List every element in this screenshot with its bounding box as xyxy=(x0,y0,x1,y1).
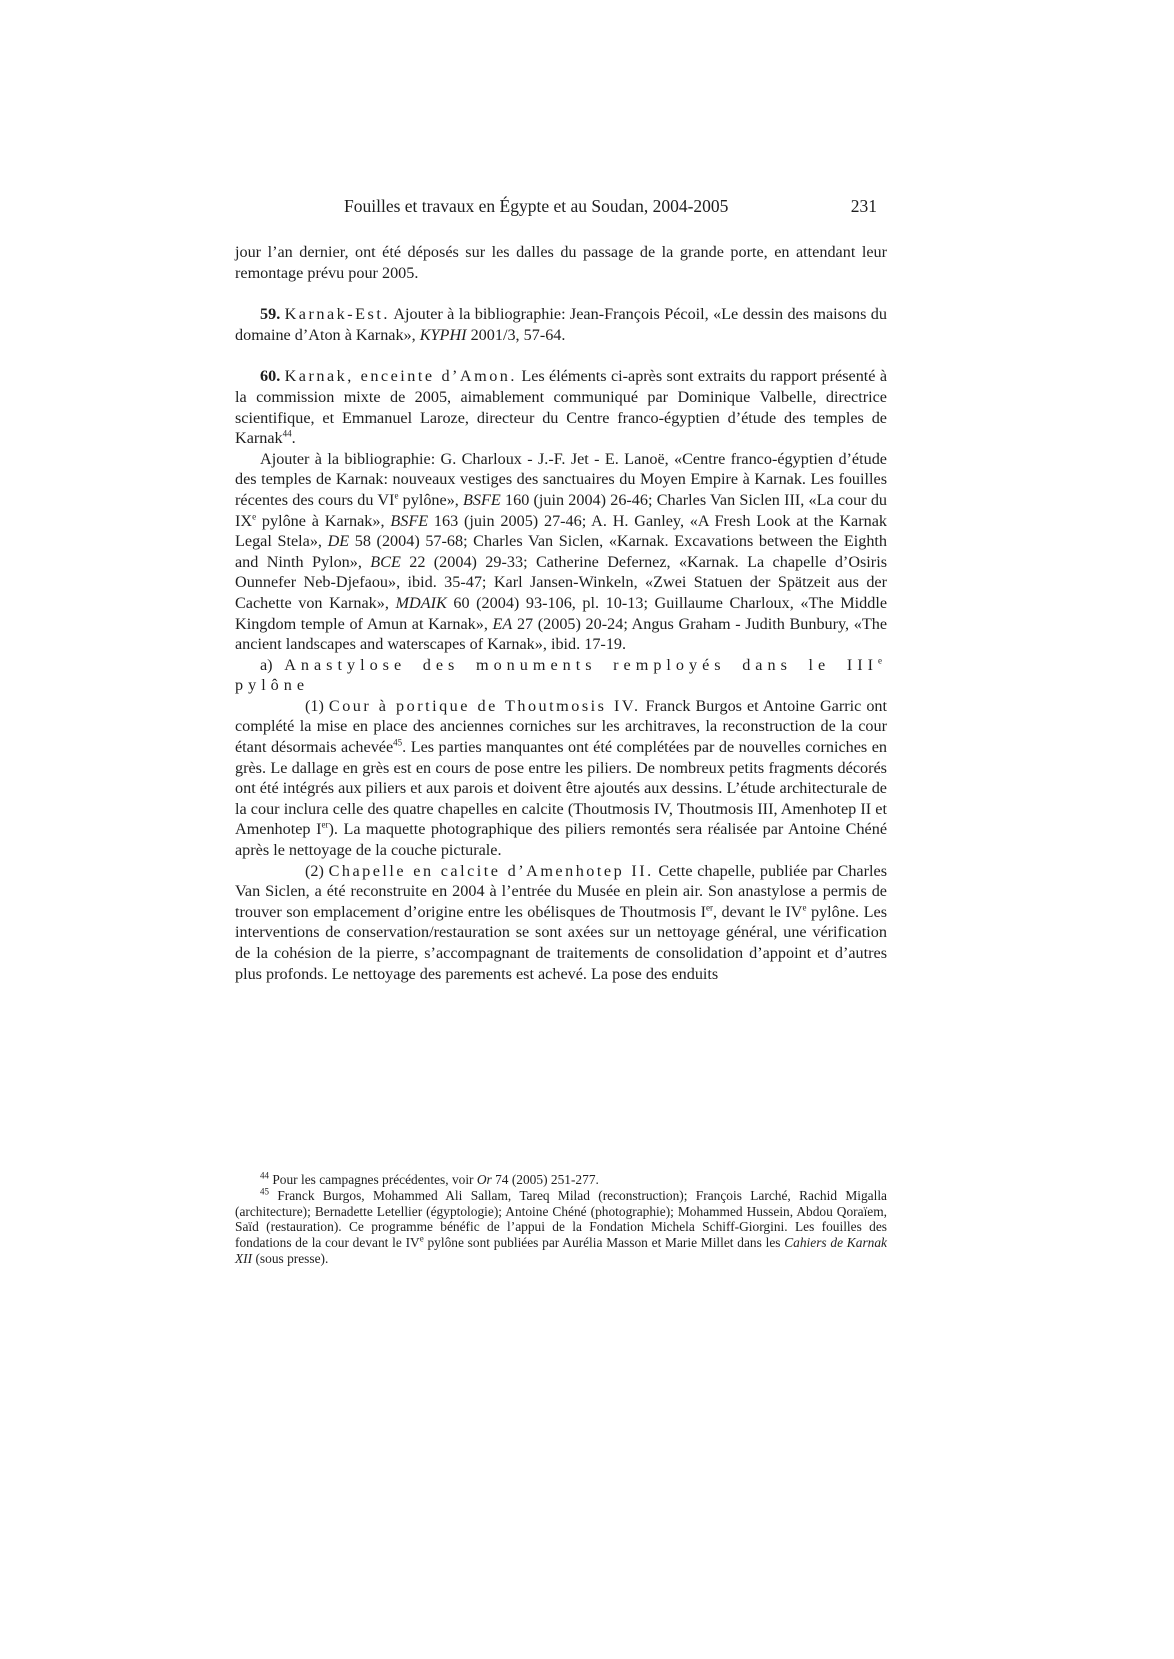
running-header xyxy=(235,196,887,222)
superscript: e xyxy=(394,490,399,501)
biblio-text: 163 (juin 2005) 27-46; A. H. Ganley, «A Fresh Look at the Karnak Legal Stela», xyxy=(235,511,887,551)
superscript: e xyxy=(802,902,807,913)
item-text: Cette chapelle, publiée par Charles Van Siclen, a été reconstruite en 2004 à l’entrée du Musée en plein air. Son anastylose a permis de trouver son emplacement d’origine entre les obélisques de Thoutmosis I xyxy=(235,861,887,921)
biblio-text: pylône à Karnak», xyxy=(256,511,391,530)
page-number: 231 xyxy=(850,196,877,216)
biblio-text: 60 (2004) 93-106, pl. 10-13; Guillaume Charloux, «The Middle Kingdom temple of Amun at Karnak», xyxy=(235,593,888,633)
journal-title: DE xyxy=(327,532,350,551)
page-content xyxy=(235,196,887,984)
footnotes xyxy=(235,1172,887,1267)
subsection-heading xyxy=(235,656,887,695)
item-heading: Chapelle en calcite d’Amenhotep II. xyxy=(328,861,654,880)
section-number: 60. xyxy=(260,367,281,386)
footnote-ref: 44 xyxy=(282,428,292,439)
item-label: (2) xyxy=(305,861,329,880)
superscript: e xyxy=(419,1233,424,1244)
item-text: ). La maquette photographique des piliers remontés sera réalisée par Antoine Chéné après le nettoyage de la couche picturale. xyxy=(235,820,888,860)
biblio-text: 58 (2004) 57-68; Charles Van Siclen, «Karnak. Excavations between the Eighth and Ninth Pylon», xyxy=(235,532,888,571)
footnote-number: 45 xyxy=(260,1186,269,1197)
item-text: , devant le IV xyxy=(712,902,803,921)
section-59 xyxy=(235,304,887,345)
biblio-text: 22 (2004) 29-33; Catherine Defernez, «Karnak. La chapelle d’Osiris Ounnefer Neb-Djefaou», ibid. 35-47; Karl Jansen-Winkeln, «Zwei Statuen der Spätzeit aus der Cachette von Karnak», xyxy=(235,552,887,612)
item-2 xyxy=(235,861,887,985)
body-text xyxy=(235,242,887,984)
section-text: . xyxy=(291,429,296,448)
journal-title: Cahiers de Karnak XII xyxy=(235,1235,887,1266)
superscript: er xyxy=(705,902,713,913)
journal-title: EA xyxy=(492,614,513,633)
item-text: . Les parties manquantes ont été complétées par de nouvelles corniches en grès. Le dallage en grès est en cours de pose entre les piliers. De nombreux petits fragments décorés ont été intégrés aux piliers et aux parois et doivent être ajoutés aux dessins. L’étude architecturale de la cour inclura celle des quatre chapelles en calcite (Thoutmosis IV, Thoutmosis III, Amenhotep II et Amenhotep I xyxy=(235,738,887,839)
biblio-text: 27 (2005) 20-24; Angus Graham - Judith Bunbury, «The ancient landscapes and waterscapes of Karnak», ibid. 17-19. xyxy=(235,614,887,654)
section-60 xyxy=(235,366,887,448)
paragraph-continued: jour l’an dernier, ont été déposés sur les dalles du passage de la grande porte, en attendant leur remontage prévu pour 2005. xyxy=(235,243,887,282)
section-text: Ajouter à la bibliographie: Jean-François Pécoil, «Le dessin des maisons du domaine d’Aton à Karnak», xyxy=(235,305,887,344)
item-label: (1) xyxy=(305,696,329,715)
running-title: Fouilles et travaux en Égypte et au Soudan, 2004-2005 xyxy=(344,196,729,216)
item-text: pylône. Les interventions de conservation/restauration se sont axées sur un nettoyage général, une vérification de la cohésion de la pierre, s’accompagnant de traitements de consolidation d’appoint et d’autres plus profonds. Le nettoyage des parements est achevé. La pose des enduits xyxy=(235,902,887,983)
superscript: e xyxy=(878,655,888,666)
bibliography-paragraph xyxy=(235,449,887,655)
item-1 xyxy=(235,696,887,861)
biblio-text: Ajouter à la bibliographie: G. Charloux - J.-F. Jet - E. Lanoë, «Centre franco-égyptien d’étude des temples de Karnak: nouveaux vestiges des sanctuaires du Moyen Empire à Karnak. Les fouilles récentes des cours du VI xyxy=(235,449,887,509)
footnote-number: 44 xyxy=(260,1170,269,1181)
footnote-45 xyxy=(235,1188,887,1267)
superscript: e xyxy=(252,511,257,522)
footnote-44 xyxy=(235,1172,887,1188)
item-text: Franck Burgos et Antoine Garric ont complété la mise en place des anciennes corniches sur les architraves, la reconstruction de la cour étant désormais achevée xyxy=(235,696,888,757)
superscript: er xyxy=(321,820,329,831)
journal-title: BSFE xyxy=(390,511,429,530)
biblio-text: pylône», xyxy=(398,490,464,509)
section-heading: Karnak-Est. xyxy=(284,305,390,324)
footnote-text: pylône sont publiées par Aurélia Masson et Marie Millet dans les xyxy=(423,1235,785,1251)
section-number: 59. xyxy=(260,305,281,324)
footnote-text: (sous presse). xyxy=(252,1250,329,1266)
subsection-heading-text: pylône xyxy=(235,676,310,695)
section-text: 2001/3, 57-64. xyxy=(466,325,566,344)
section-text: Les éléments ci-après sont extraits du rapport présenté à la commission mixte de 2005, aimablement communiqué par Dominique Valbelle, directrice scientifique, et Emmanuel Laroze, directeur du Centre franco-égyptien d’étude des temples de Karnak xyxy=(235,367,888,448)
journal-title: MDAIK xyxy=(395,593,447,612)
item-heading: Cour à portique de Thoutmosis IV. xyxy=(328,696,641,715)
section-heading: Karnak, enceinte d’Amon. xyxy=(284,367,517,386)
footnote-text: 74 (2005) 251-277. xyxy=(491,1172,599,1187)
subsection-label: a) xyxy=(260,655,285,674)
journal-title: KYPHI xyxy=(419,325,467,344)
footnote-ref: 45 xyxy=(393,737,403,748)
journal-title: BCE xyxy=(370,552,401,571)
subsection-a xyxy=(235,655,887,696)
footnote-text: Franck Burgos, Mohammed Ali Sallam, Tareq Milad (reconstruction); François Larché, Rachid Migalla (architecture); Bernadette Letellier (égyptologie); Antoine Chéné (photographie); Mohammed Hussein, Abdou Qoraïem, Saïd (restauration). Ce programme bénéfic de l’appui de la Fondation Michela Schiff-Giorgini. Les fouilles des fondations de la cour devant le IV xyxy=(235,1187,887,1251)
journal-title: BSFE xyxy=(463,490,501,509)
journal-title: Or xyxy=(476,1172,492,1187)
biblio-text: 160 (juin 2004) 26-46; Charles Van Siclen III, «La cour du IX xyxy=(235,490,888,530)
footnote-text: Pour les campagnes précédentes, voir xyxy=(269,1172,477,1187)
subsection-heading-text: Anastylose des monuments remployés dans le III xyxy=(284,655,879,674)
